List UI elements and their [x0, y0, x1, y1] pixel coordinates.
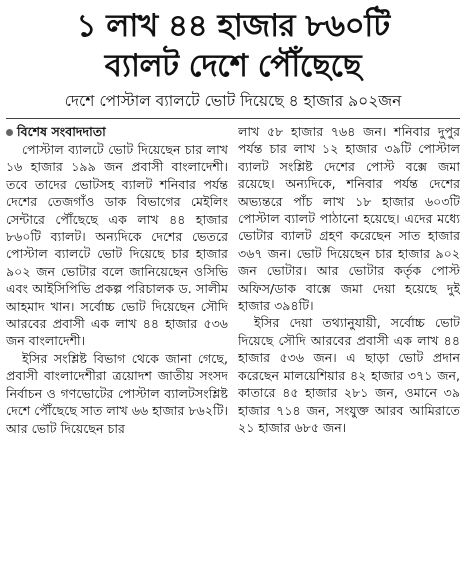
byline-text: বিশেষ সংবাদদাতা	[17, 124, 106, 139]
left-column	[6, 123, 228, 437]
paragraph: লাখ ৫৮ হাজার ৭৬৪ জন। শনিবার দুপুর পর্যন্ত চার লাখ ১২ হাজার ৩৯টি পোস্টাল ব্যালট সংশ্লিষ্ট দেশের পোস্ট বক্সে জমা রয়েছে। অন্যদিকে, শনিবার পর্যন্ত দেশের অভ্যন্তরে পাঁচ লাখ ১৮ হাজার ৬০৩টি পোস্টাল ব্যালট পাঠানো হয়েছে। এদের মধ্যে ভোটার ব্যালট গ্রহণ করেছেন সাত হাজার ৩৬৭ জন। ভোট দিয়েছেন চার হাজার ৯০২ জন ভোটার। আর ভোটার কর্তৃক পোস্ট অফিস/ডাক বাক্সে জমা দেয়া হয়েছে দুই হাজার ৩৯৪টি।	[238, 124, 460, 314]
byline	[6, 123, 228, 141]
headline-line-2: ব্যালট দেশে পৌঁছেছে	[104, 48, 362, 84]
right-column	[238, 123, 460, 437]
paragraph: ইসির দেয়া তথ্যানুযায়ী, সর্বোচ্চ ভোট দিয়েছে সৌদি আরবের প্রবাসী এক লাখ ৪৪ হাজার ৫৩৬ জন। এ ছাড়া ভোট প্রদান করেছেন মালয়েশিয়ার ৪২ হাজার ৩৭১ জন, কাতারে ৪৫ হাজার ২৮১ জন, ওমানে ৩৯ হাজার ৭১৪ জন, সংযুক্ত আরব আমিরাতে ২১ হাজার ৬৮৫ জন।	[238, 315, 460, 435]
subheadline: দেশে পোস্টাল ব্যালটে ভোট দিয়েছে ৪ হাজার ৯০২জন	[64, 92, 402, 110]
headline	[6, 0, 460, 86]
bullet-icon	[6, 129, 13, 136]
paragraph: পোস্টাল ব্যালটে ভোট দিয়েছেন চার লাখ ১৬ হাজার ১৯৯ জন প্রবাসী বাংলাদেশী। তবে তাদের ভোটসহ ব্যালট শনিবার পর্যন্ত দেশের তেজগাঁও ডাক বিভাগের মেইলিং সেন্টারে পৌঁছেছে এক লাখ ৪৪ হাজার ৮৬০টি ব্যালট। অন্যদিকে দেশের ভেতরে পোস্টাল ব্যালটে ভোট দিয়েছে চার হাজার ৯০২ জন ভোটার বলে জানিয়েছেন ওসিভি এবং আইসিপিভি প্রকল্প পরিচালক ড. সালীম আহমাদ খান। সর্বোচ্চ ভোট দিয়েছেন সৌদি আরবের প্রবাসী এক লাখ ৪৪ হাজার ৫৩৬ জন বাংলাদেশী।	[6, 142, 228, 349]
article-body	[6, 123, 460, 437]
divider	[6, 118, 460, 119]
headline-line-1: ১ লাখ ৪৪ হাজার ৮৬০টি	[76, 8, 390, 44]
paragraph: ইসির সংশ্লিষ্ট বিভাগ থেকে জানা গেছে, প্রবাসী বাংলাদেশীরা ত্রয়োদশ জাতীয় সংসদ নির্বাচন ও গণভোটের পোস্টাল ব্যালটসংশ্লিষ্ট দেশে পৌঁছেছে সাত লাখ ৬৬ হাজার ৮৬২টি। আর ভোট দিয়েছেন চার	[6, 350, 228, 436]
